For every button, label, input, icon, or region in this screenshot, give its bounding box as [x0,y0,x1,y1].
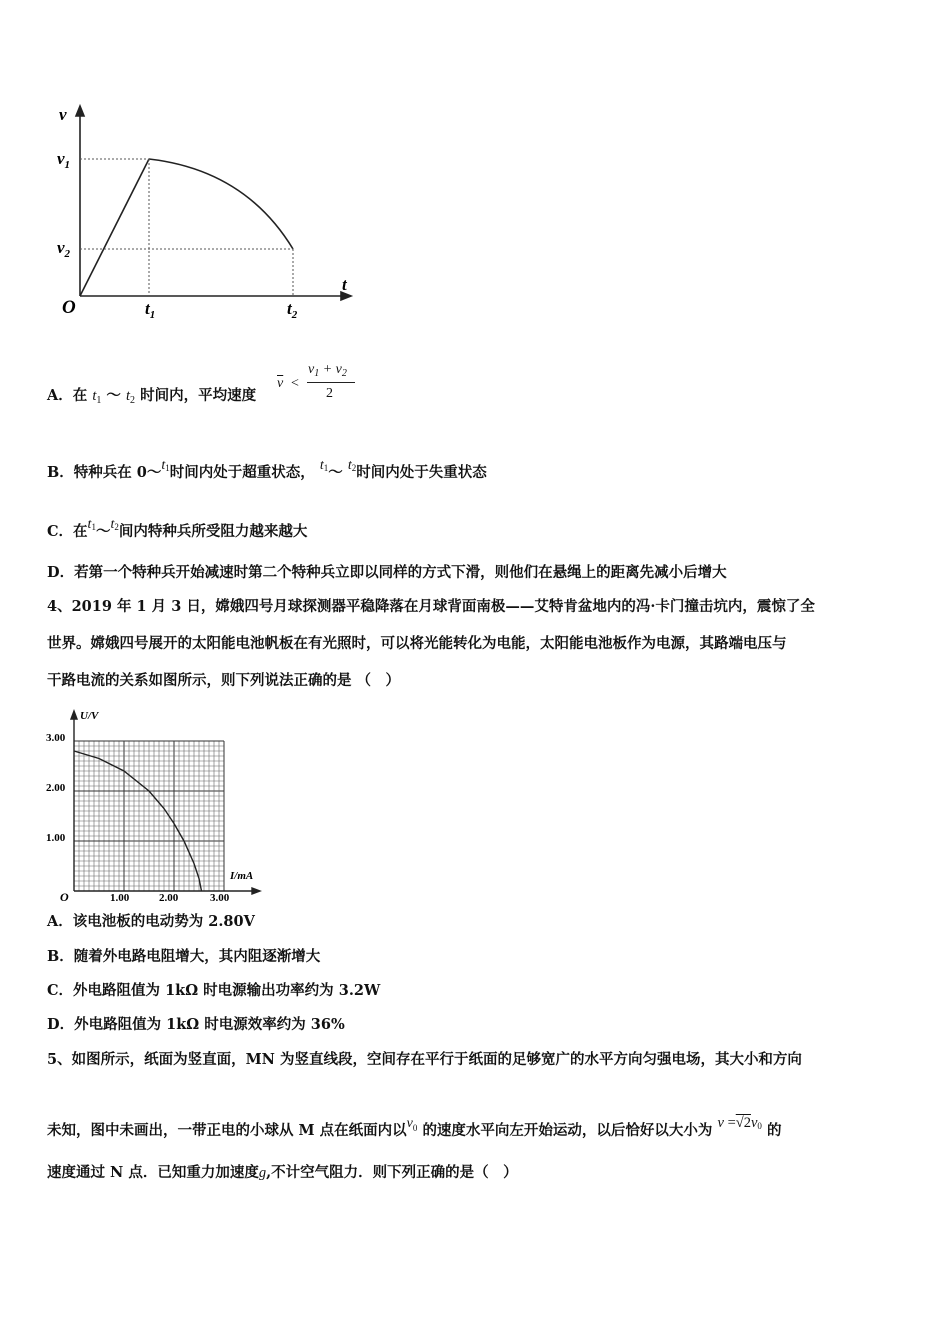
vt-graph [45,100,365,325]
q3-option-b: B．特种兵在 $0\sim t^1$时间内处于超重状态， $t^1\sim$ $t^2$时间内处于失重状态 [47,458,487,481]
q4-option-a: A．该电池板的电动势为 2.80V [47,913,255,930]
ui-xtick-1: 1.00 [110,892,130,904]
vt-v-arrow [76,106,84,116]
vt-t2-label: $t_2$ [287,299,298,321]
ui-ytick-1: 1.00 [46,832,66,844]
q5-stem-line1: 5、如图所示，纸面为竖直面，MN 为竖直线段，空间存在平行于纸面的足够宽广的水平方向匀强电场，其大小和方向 [47,1051,802,1068]
q5-stem-line3: 速度通过 N 点．已知重力加速度g,不计空气阻力．则下列正确的是（ ） [47,1164,518,1181]
ui-xlabel: I/mA [230,870,254,882]
q4-option-d: D．外电路阻值为 1kΩ 时电源效率约为 36% [47,1016,345,1033]
ui-y-arrow [71,711,77,719]
q4-option-b: B．随着外电路电阻增大，其内阻逐渐增大 [47,948,321,965]
fraction-bar [307,382,355,383]
q4-stem-line2: 世界。嫦娥四号展开的太阳能电池帆板在有光照时，可以将光能转化为电能，太阳能电池板作为电源，其路端电压与 [47,635,787,652]
vt-t-label: t [342,275,347,294]
less-than: < [291,376,299,391]
vt-rise-line [80,159,149,296]
q4-stem-line1: 4、2019 年 1 月 3 日，嫦娥四号月球探测器平稳降落在月球背面南极——艾特肯盆地内的冯·卡门撞击坑内，震惊了全 [47,598,815,615]
q4-stem-line3: 干路电流的关系如图所示，则下列说法正确的是 （ ） [47,672,401,689]
ui-ytick-3: 3.00 [46,732,66,744]
q3-option-c: C．在$t^1\sim t^2$间内特种兵所受阻力越来越大 [47,517,308,540]
vt-t1-label: $t_1$ [145,299,156,321]
vt-v-label: v [59,105,67,124]
ui-graph [44,705,266,905]
q3-option-d: D．若第一个特种兵开始减速时第二个特种兵立即以同样的方式下滑，则他们在悬绳上的距离先减小后增大 [47,564,727,581]
q4-option-c: C．外电路阻值为 1kΩ 时电源输出功率约为 3.2W [47,982,381,999]
ui-xtick-3: 3.00 [210,892,230,904]
ui-ytick-2: 2.00 [46,782,66,794]
vt-v1-label: $v_1$ [57,149,71,171]
vt-v2-label: $v_2$ [57,238,71,260]
vt-decel-curve [149,159,293,249]
ui-xtick-2: 2.00 [159,892,179,904]
fraction-denominator: 2 [326,386,333,401]
ui-ylabel: U/V [80,710,99,722]
v-bar: $\overline{v}$ [277,376,284,391]
ui-origin: O [60,890,69,904]
fraction-numerator: $v_1 + v_2$ [308,362,347,379]
vt-origin-label: O [62,297,76,318]
q5-stem-line2: 未知，图中未画出，一带正电的小球从 M 点在纸面内以$v^0$ 的速度水平向左开始运动，以后恰好以大小为 v =√2v0 的 [47,1115,782,1139]
q3-option-a: A．在 $t_1$ ～ $t_2$ 时间内，平均速度 [47,387,257,406]
ui-x-arrow [252,888,260,894]
